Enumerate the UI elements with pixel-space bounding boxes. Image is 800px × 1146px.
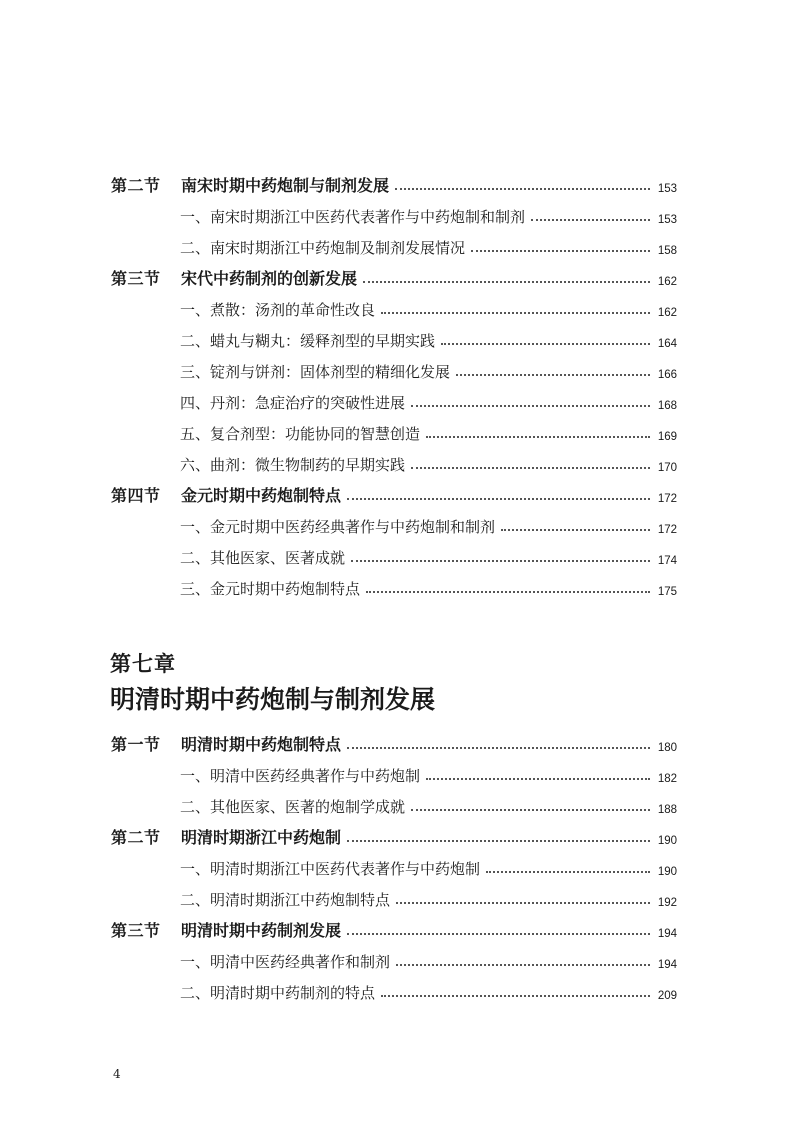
dot-leader — [471, 250, 650, 252]
toc-subsection-entry[interactable] — [180, 575, 677, 599]
dot-leader — [351, 560, 650, 562]
toc-subsection-entry[interactable] — [180, 203, 677, 227]
section-number: 第一节 — [111, 735, 161, 754]
subsection-title: 六、曲剂：微生物制药的早期实践 — [180, 456, 406, 474]
toc-section-entry[interactable] — [111, 731, 677, 755]
page-ref: 168 — [657, 400, 677, 412]
page-ref: 175 — [657, 586, 677, 598]
section-number: 第三节 — [111, 921, 161, 940]
page-ref: 194 — [657, 928, 677, 940]
subsection-title: 一、明清时期浙江中医药代表著作与中药炮制 — [180, 860, 481, 878]
subsection-title: 三、锭剂与饼剂：固体剂型的精细化发展 — [180, 363, 451, 381]
dot-leader — [441, 343, 650, 345]
page-ref: 172 — [657, 524, 677, 536]
page-ref: 153 — [657, 183, 677, 195]
subsection-title: 二、明清时期浙江中药炮制特点 — [180, 891, 391, 909]
dot-leader — [411, 405, 650, 407]
dot-leader — [501, 529, 650, 531]
subsection-title: 一、南宋时期浙江中医药代表著作与中药炮制和制剂 — [180, 208, 526, 226]
dot-leader — [411, 467, 650, 469]
toc-subsection-entry[interactable] — [180, 389, 677, 413]
subsection-title: 二、其他医家、医著的炮制学成就 — [180, 798, 406, 816]
section-title: 明清时期浙江中药炮制 — [181, 828, 342, 847]
dot-leader — [411, 809, 650, 811]
section-number: 第三节 — [111, 269, 161, 288]
page-ref: 158 — [657, 245, 677, 257]
subsection-title: 二、蜡丸与糊丸：缓释剂型的早期实践 — [180, 332, 436, 350]
subsection-title: 三、金元时期中药炮制特点 — [180, 580, 361, 598]
section-number: 第四节 — [111, 486, 161, 505]
chapter-label: 第七章 — [110, 652, 176, 676]
toc-subsection-entry[interactable] — [180, 420, 677, 444]
page-ref: 174 — [657, 555, 677, 567]
dot-leader — [396, 902, 650, 904]
section-number: 第二节 — [111, 176, 161, 195]
toc-subsection-entry[interactable] — [180, 793, 677, 817]
page-ref: 180 — [657, 742, 677, 754]
dot-leader — [347, 933, 650, 935]
page-ref: 166 — [657, 369, 677, 381]
page-ref: 153 — [657, 214, 677, 226]
dot-leader — [486, 871, 650, 873]
page-ref: 182 — [657, 773, 677, 785]
page-number: 4 — [113, 1067, 121, 1081]
toc-subsection-entry[interactable] — [180, 327, 677, 351]
toc-subsection-entry[interactable] — [180, 296, 677, 320]
section-title: 明清时期中药炮制特点 — [181, 735, 342, 754]
toc-section-entry[interactable] — [111, 482, 677, 506]
chapter-title: 明清时期中药炮制与制剂发展 — [110, 685, 436, 714]
page-ref: 209 — [657, 990, 677, 1002]
dot-leader — [347, 840, 650, 842]
section-number: 第二节 — [111, 828, 161, 847]
dot-leader — [531, 219, 650, 221]
page-ref: 169 — [657, 431, 677, 443]
dot-leader — [456, 374, 650, 376]
dot-leader — [396, 964, 650, 966]
subsection-title: 五、复合剂型：功能协同的智慧创造 — [180, 425, 421, 443]
subsection-title: 二、南宋时期浙江中药炮制及制剂发展情况 — [180, 239, 466, 257]
dot-leader — [381, 312, 650, 314]
dot-leader — [395, 188, 650, 190]
toc-subsection-entry[interactable] — [180, 886, 677, 910]
dot-leader — [426, 778, 650, 780]
subsection-title: 二、其他医家、医著成就 — [180, 549, 346, 567]
page-ref: 190 — [657, 866, 677, 878]
subsection-title: 一、明清中医药经典著作与中药炮制 — [180, 767, 421, 785]
toc-subsection-entry[interactable] — [180, 855, 677, 879]
page-ref: 188 — [657, 804, 677, 816]
dot-leader — [381, 995, 650, 997]
page-ref: 172 — [657, 493, 677, 505]
toc-subsection-entry[interactable] — [180, 234, 677, 258]
page-ref: 164 — [657, 338, 677, 350]
toc-section-entry[interactable] — [111, 824, 677, 848]
dot-leader — [347, 747, 650, 749]
page-ref: 162 — [657, 307, 677, 319]
subsection-title: 一、煮散：汤剂的革命性改良 — [180, 301, 376, 319]
toc-subsection-entry[interactable] — [180, 513, 677, 537]
toc-subsection-entry[interactable] — [180, 979, 677, 1003]
dot-leader — [366, 591, 650, 593]
dot-leader — [363, 281, 650, 283]
subsection-title: 一、金元时期中医药经典著作与中药炮制和制剂 — [180, 518, 496, 536]
toc-section-entry[interactable] — [111, 917, 677, 941]
page-ref: 162 — [657, 276, 677, 288]
page-ref: 190 — [657, 835, 677, 847]
section-title: 宋代中药制剂的创新发展 — [181, 269, 358, 288]
toc-subsection-entry[interactable] — [180, 451, 677, 475]
dot-leader — [347, 498, 650, 500]
toc-section-entry[interactable] — [111, 172, 677, 196]
page-ref: 194 — [657, 959, 677, 971]
subsection-title: 四、丹剂：急症治疗的突破性进展 — [180, 394, 406, 412]
toc-subsection-entry[interactable] — [180, 762, 677, 786]
section-title: 南宋时期中药炮制与制剂发展 — [181, 176, 390, 195]
page-ref: 170 — [657, 462, 677, 474]
toc-section-entry[interactable] — [111, 265, 677, 289]
toc-subsection-entry[interactable] — [180, 358, 677, 382]
dot-leader — [426, 436, 650, 438]
section-title: 金元时期中药炮制特点 — [181, 486, 342, 505]
section-title: 明清时期中药制剂发展 — [181, 921, 342, 940]
subsection-title: 一、明清中医药经典著作和制剂 — [180, 953, 391, 971]
toc-subsection-entry[interactable] — [180, 948, 677, 972]
page-ref: 192 — [657, 897, 677, 909]
subsection-title: 二、明清时期中药制剂的特点 — [180, 984, 376, 1002]
toc-subsection-entry[interactable] — [180, 544, 677, 568]
